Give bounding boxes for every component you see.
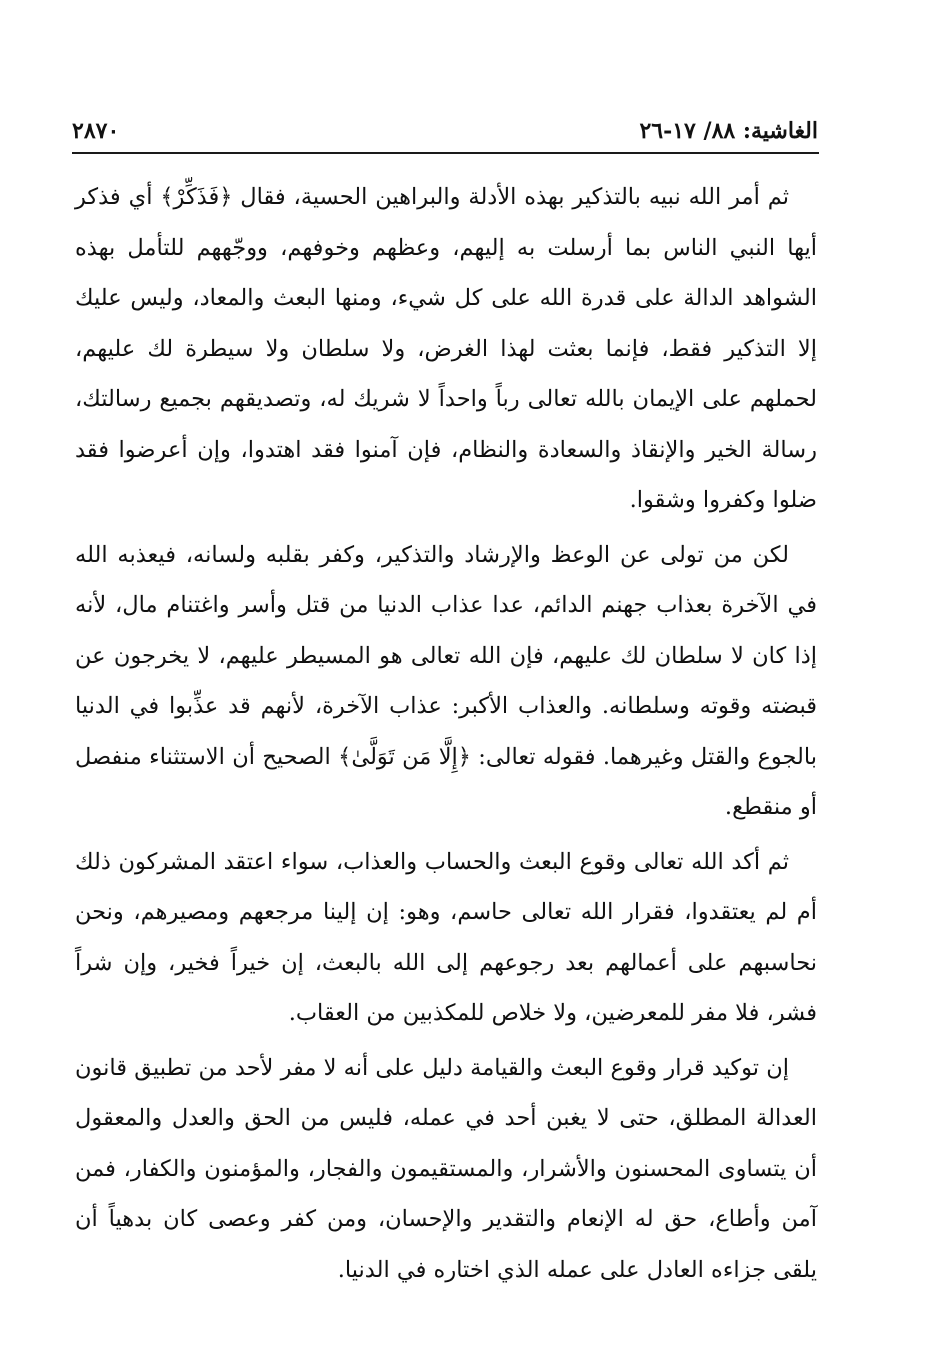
page-header bbox=[72, 116, 818, 150]
page-body bbox=[75, 172, 817, 1299]
paragraph-1: ثم أمر الله نبيه بالتذكير بهذه الأدلة والبراهين الحسية، فقال ﴿فَذَكِّرْ﴾ أي فذكر أيها النبي الناس بما أرسلت به إليهم، وعظهم وخوفهم، ووجّههم للتأمل بهذه الشواهد الدالة على قدرة الله على كل شيء، ومنها البعث والمعاد، وليس عليك إلا التذكير فقط، فإنما بعثت لهذا الغرض، ولا سلطان ولا سيطرة لك عليهم، لحملهم على الإيمان بالله تعالى رباً واحداً لا شريك له، وتصديقهم بجميع رسالتك، رسالة الخير والإنقاذ والسعادة والنظام، فإن آمنوا فقد اهتدوا، وإن أعرضوا فقد ضلوا وكفروا وشقوا. bbox=[75, 184, 817, 513]
paragraph-3: ثم أكد الله تعالى وقوع البعث والحساب والعذاب، سواء اعتقد المشركون ذلك أم لم يعتقدوا، فقرار الله تعالى حاسم، وهو: إن إلينا مرجعهم ومصيرهم، ونحن نحاسبهم على أعمالهم بعد رجوعهم إلى الله بالبعث، إن خيراً فخير، وإن شراً فشر، فلا مفر للمعرضين، ولا خلاص للمكذبين من العقاب. bbox=[75, 848, 817, 1026]
header-divider bbox=[72, 152, 819, 154]
page-number: ٢٨٧٠ bbox=[72, 118, 120, 144]
paragraph-4: إن توكيد قرار وقوع البعث والقيامة دليل على أنه لا مفر لأحد من تطبيق قانون العدالة المطلق، حتى لا يغبن أحد في عمله، فليس من الحق والعدل والمعقول أن يتساوى المحسنون والأشرار، والمستقيمون والفجار، والمؤمنون والكفار، فمن آمن وأطاع، حق له الإنعام والتقدير والإحسان، ومن كفر وعصى كان بدهياً أن يلقى جزاءه العادل على عمله الذي اختاره في الدنيا. bbox=[75, 1054, 817, 1283]
paragraph-2: لكن من تولى عن الوعظ والإرشاد والتذكير، وكفر بقلبه ولسانه، فيعذبه الله في الآخرة بعذاب جهنم الدائم، عدا عذاب الدنيا من قتل وأسر واغتنام مال، لأنه إذا كان لا سلطان لك عليهم، فإن الله تعالى هو المسيطر عليهم، لا يخرجون عن قبضته وقوته وسلطانه. والعذاب الأكبر: عذاب الآخرة، لأنهم قد عذِّبوا في الدنيا بالجوع والقتل وغيرهما. فقوله تعالى: ﴿إِلَّا مَن تَوَلَّىٰ﴾ الصحيح أن الاستثناء منفصل أو منقطع. bbox=[75, 541, 817, 820]
running-title: الغاشية: ٨٨/ ١٧-٢٦ bbox=[639, 118, 818, 144]
